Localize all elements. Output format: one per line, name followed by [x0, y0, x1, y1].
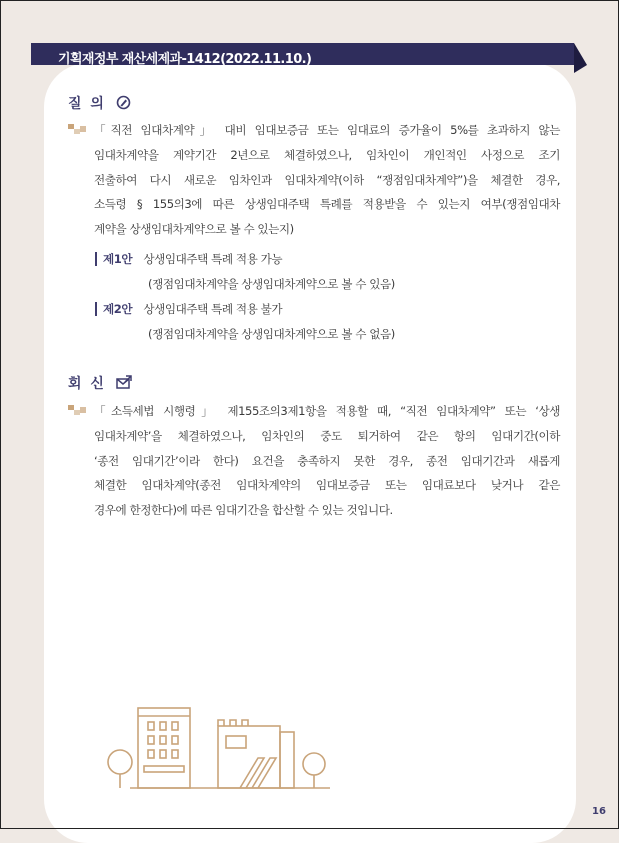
- question-line: 전출하여 다시 새로운 임차인과 임대차계약(이하 “쟁점임대차계약”)을 체결한 경우,: [94, 172, 560, 187]
- answer-title-text: 회 신: [68, 376, 106, 392]
- question-line: 소득령 § 155의3에 따른 상생임대주택 특례를 적용받을 수 있는지 여부(쟁점임대차: [94, 197, 560, 212]
- document-source-title: 기획재정부 재산세제과-1412(2022.11.10.): [58, 52, 312, 67]
- answer-line: 체결한 임대차계약(종전 임대차계약의 임대보증금 또는 임대료보다 낮거나 같은: [94, 478, 560, 493]
- bullet-squares-icon: [68, 124, 88, 136]
- answer-section-title: [68, 373, 132, 394]
- option-2-text: 상생임대주택 특례 적용 불가: [143, 302, 283, 316]
- envelope-icon: [116, 375, 132, 394]
- answer-line: 「소득세법 시행령」 제155조의3제1항을 적용할 때, “직전 임대차계약” 또는 ‘상생: [94, 404, 560, 418]
- answer-line: 임대차계약’을 체결하였으나, 임차인의 중도 퇴거하여 같은 항의 임대기간(이하: [94, 428, 560, 443]
- question-paragraph: [94, 118, 560, 242]
- answer-line: ‘종전 임대기간’이라 한다) 요건을 충족하지 못한 경우, 종전 임대기간과 새롭게: [94, 453, 560, 468]
- option-2-label: 제2안: [95, 302, 132, 316]
- option-1-label: 제1안: [95, 252, 132, 266]
- option-1: [95, 251, 282, 267]
- page-number: 16: [592, 806, 606, 817]
- option-2: [95, 301, 282, 317]
- option-1-sub: (쟁점임대차계약을 상생임대차계약으로 볼 수 있음): [148, 277, 395, 291]
- header-bar: [31, 43, 587, 73]
- bullet-squares-icon: [68, 405, 88, 417]
- pencil-icon: [116, 95, 131, 114]
- question-line: 임대차계약을 계약기간 2년으로 체결하였으나, 임차인이 개인적인 사정으로 조기: [94, 147, 560, 162]
- answer-paragraph: [94, 399, 560, 523]
- question-title-text: 질 의: [68, 96, 106, 112]
- buildings-illustration: [100, 700, 340, 790]
- option-1-text: 상생임대주택 특례 적용 가능: [143, 252, 283, 266]
- answer-line: 경우에 한정한다)에 따른 임대기간을 합산할 수 있는 것입니다.: [94, 503, 393, 518]
- option-2-sub: (쟁점임대차계약을 상생임대차계약으로 볼 수 없음): [148, 327, 395, 341]
- question-section-title: [68, 93, 131, 114]
- question-line: 「직전 임대차계약」 대비 임대보증금 또는 임대료의 증가율이 5%를 초과하지 않는: [94, 123, 560, 137]
- question-line: 계약을 상생임대차계약으로 볼 수 있는지): [94, 222, 294, 237]
